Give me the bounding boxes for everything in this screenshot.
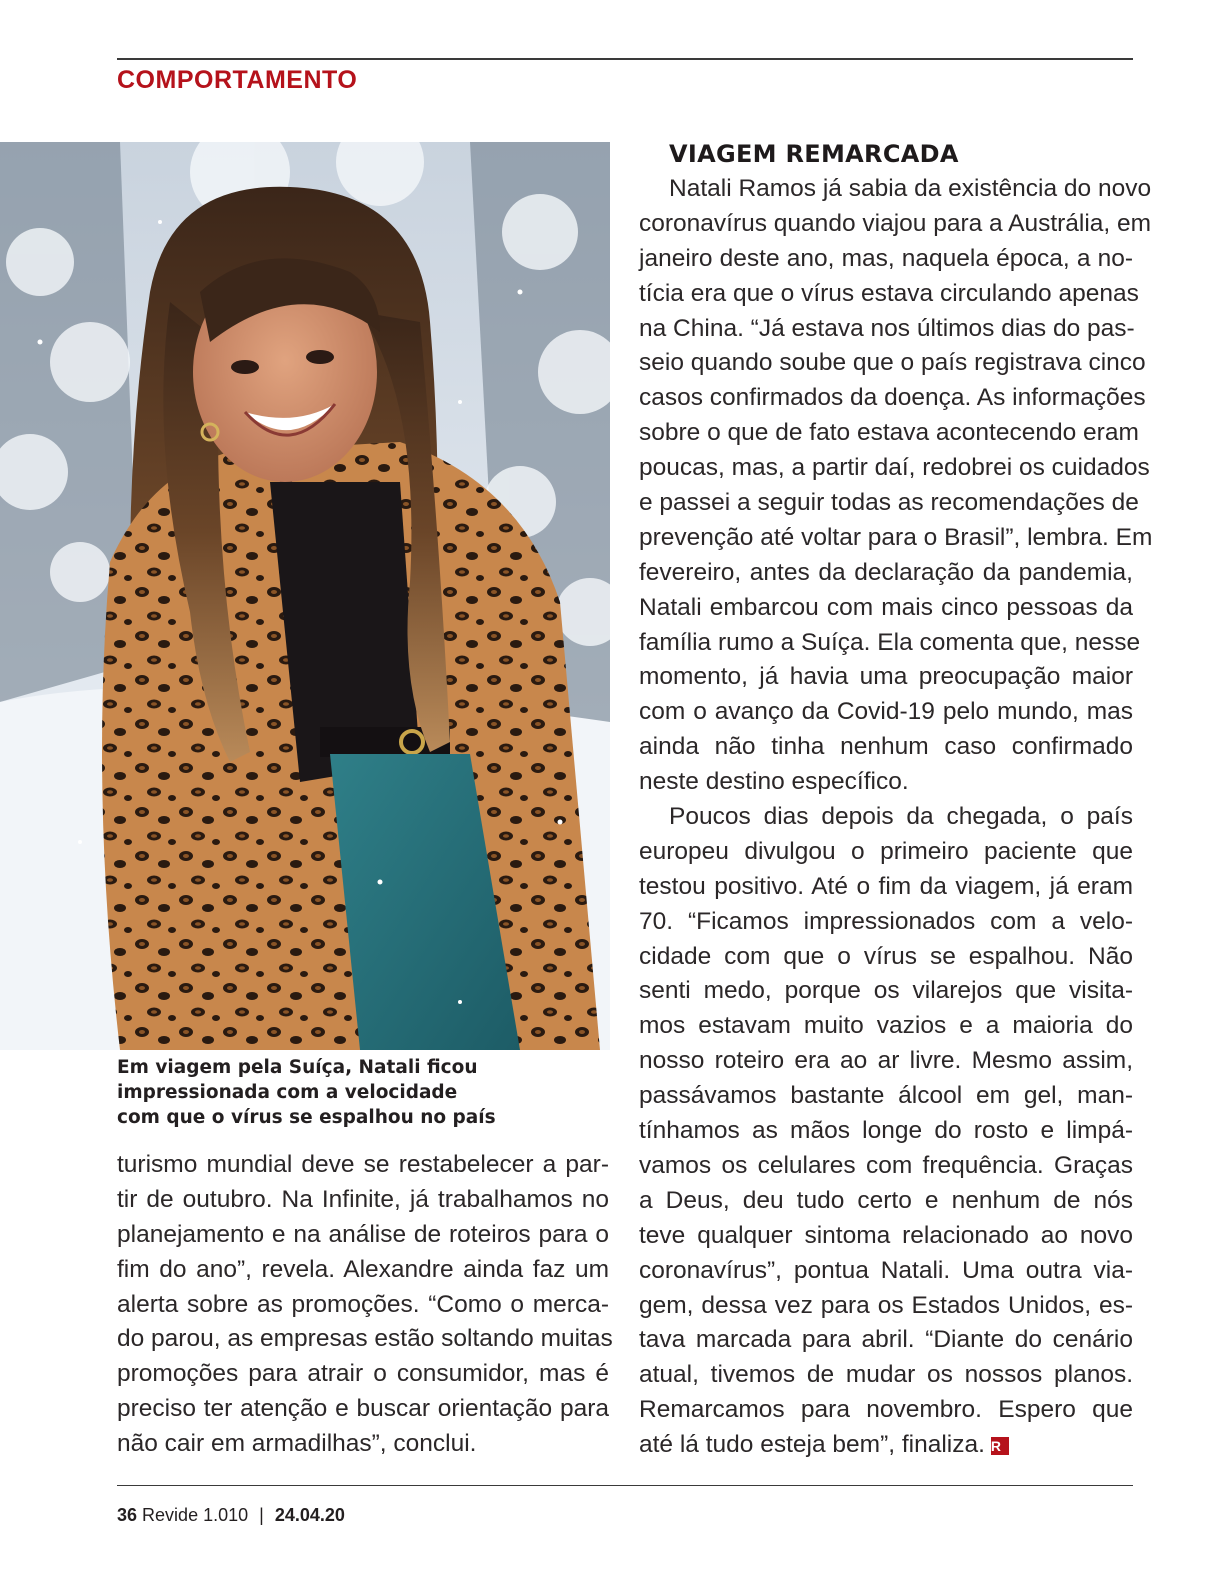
page-number: 36: [117, 1505, 138, 1525]
body-line: Poucos dias depois da chegada, o país: [669, 803, 1133, 831]
body-line: ainda não tinha nenhum caso confirmado: [639, 733, 1133, 761]
photo-icon: [0, 142, 610, 1050]
caption-line: com que o vírus se espalhou no país: [117, 1107, 496, 1128]
publication-name: Revide 1.010: [142, 1505, 249, 1525]
issue-date: 24.04.20: [274, 1505, 345, 1525]
body-line: janeiro deste ano, mas, naquela época, a no-: [639, 244, 1133, 272]
end-mark-icon: R: [991, 1437, 1009, 1455]
body-line: cidade com que o vírus se espalhou. Não: [639, 942, 1133, 970]
body-line: gem, dessa vez para os Estados Unidos, es-: [639, 1291, 1133, 1319]
body-line: planejamento e na análise de roteiros para o: [117, 1220, 609, 1248]
body-line: europeu divulgou o primeiro paciente que: [639, 837, 1133, 865]
body-line: teve qualquer sintoma relacionado ao novo: [639, 1221, 1133, 1249]
body-line: tínhamos as mãos longe do rosto e limpá-: [639, 1117, 1133, 1145]
body-line: neste destino específico.: [639, 768, 909, 796]
body-line: do parou, as empresas estão soltando muitas: [117, 1325, 613, 1353]
body-line: testou positivo. Até o fim da viagem, já eram: [639, 872, 1133, 900]
paragraph-2: [639, 800, 1133, 1463]
body-line: preciso ter atenção e buscar orientação para: [117, 1395, 609, 1423]
body-line: coronavírus”, pontua Natali. Uma outra via-: [639, 1256, 1133, 1284]
subheading: VIAGEM REMARCADA: [669, 140, 959, 168]
body-line: coronavírus quando viajou para a Austrália, em: [639, 209, 1152, 237]
body-line: fim do ano”, revela. Alexandre ainda faz um: [117, 1255, 609, 1283]
body-line: família rumo a Suíça. Ela comenta que, nesse: [639, 628, 1141, 656]
bottom-rule: [117, 1485, 1133, 1486]
body-line: senti medo, porque os vilarejos que visita-: [639, 977, 1133, 1005]
body-line: na China. “Já estava nos últimos dias do pas-: [639, 314, 1135, 342]
body-line: com o avanço da Covid-19 pelo mundo, mas: [639, 698, 1133, 726]
right-column-text: [639, 136, 1153, 1463]
paragraph-1: [639, 172, 1153, 800]
body-line: nosso roteiro era ao ar livre. Mesmo assim,: [639, 1047, 1133, 1075]
body-line: casos confirmados da doença. As informações: [639, 384, 1146, 412]
body-line: sobre o que de fato estava acontecendo eram: [639, 419, 1139, 447]
caption-line: Em viagem pela Suíça, Natali ficou: [117, 1057, 478, 1078]
body-line: tir de outubro. Na Infinite, já trabalhamos no: [117, 1185, 609, 1213]
body-line: fevereiro, antes da declaração da pandemia,: [639, 558, 1133, 586]
body-line: poucas, mas, a partir daí, redobrei os cuidados: [639, 454, 1150, 482]
caption-line: impressionada com a velocidade: [117, 1082, 458, 1103]
body-line: até lá tudo esteja bem”, finaliza. R: [639, 1428, 1133, 1463]
body-line: e passei a seguir todas as recomendações de: [639, 489, 1139, 517]
body-line: mos estavam muito vazios e a maioria do: [639, 1012, 1133, 1040]
body-line: Natali Ramos já sabia da existência do novo: [669, 175, 1152, 202]
body-line: 70. “Ficamos impressionados com a velo-: [639, 907, 1133, 935]
body-line: alerta sobre as promoções. “Como o merca-: [117, 1290, 609, 1318]
page-footer: [117, 1505, 345, 1526]
body-line: tícia era que o vírus estava circulando apenas: [639, 279, 1139, 307]
body-line: passávamos bastante álcool em gel, man-: [639, 1082, 1133, 1110]
body-line: atual, tivemos de mudar os nossos planos.: [639, 1361, 1133, 1389]
section-label: COMPORTAMENTO: [117, 66, 358, 94]
body-line: Natali embarcou com mais cinco pessoas da: [639, 593, 1133, 621]
body-line: momento, já havia uma preocupação maior: [639, 663, 1133, 691]
body-line: seio quando soube que o país registrava cinco: [639, 349, 1146, 377]
top-rule: [117, 58, 1133, 60]
body-line: tava marcada para abril. “Diante do cenário: [639, 1326, 1133, 1354]
body-line: promoções para atrair o consumidor, mas é: [117, 1360, 609, 1388]
body-line: turismo mundial deve se restabelecer a par-: [117, 1151, 609, 1178]
body-line: prevenção até voltar para o Brasil”, lembra. Em: [639, 523, 1153, 551]
article-photo: [0, 142, 610, 1050]
body-line: vamos os celulares com frequência. Graças: [639, 1151, 1133, 1179]
body-line: não cair em armadilhas”, conclui.: [117, 1430, 477, 1458]
footer-separator: |: [259, 1505, 264, 1525]
body-line: a Deus, deu tudo certo e nenhum de nós: [639, 1186, 1133, 1214]
body-line: Remarcamos para novembro. Espero que: [639, 1396, 1133, 1424]
left-column-text: [117, 1148, 613, 1462]
photo-caption: [117, 1055, 607, 1130]
